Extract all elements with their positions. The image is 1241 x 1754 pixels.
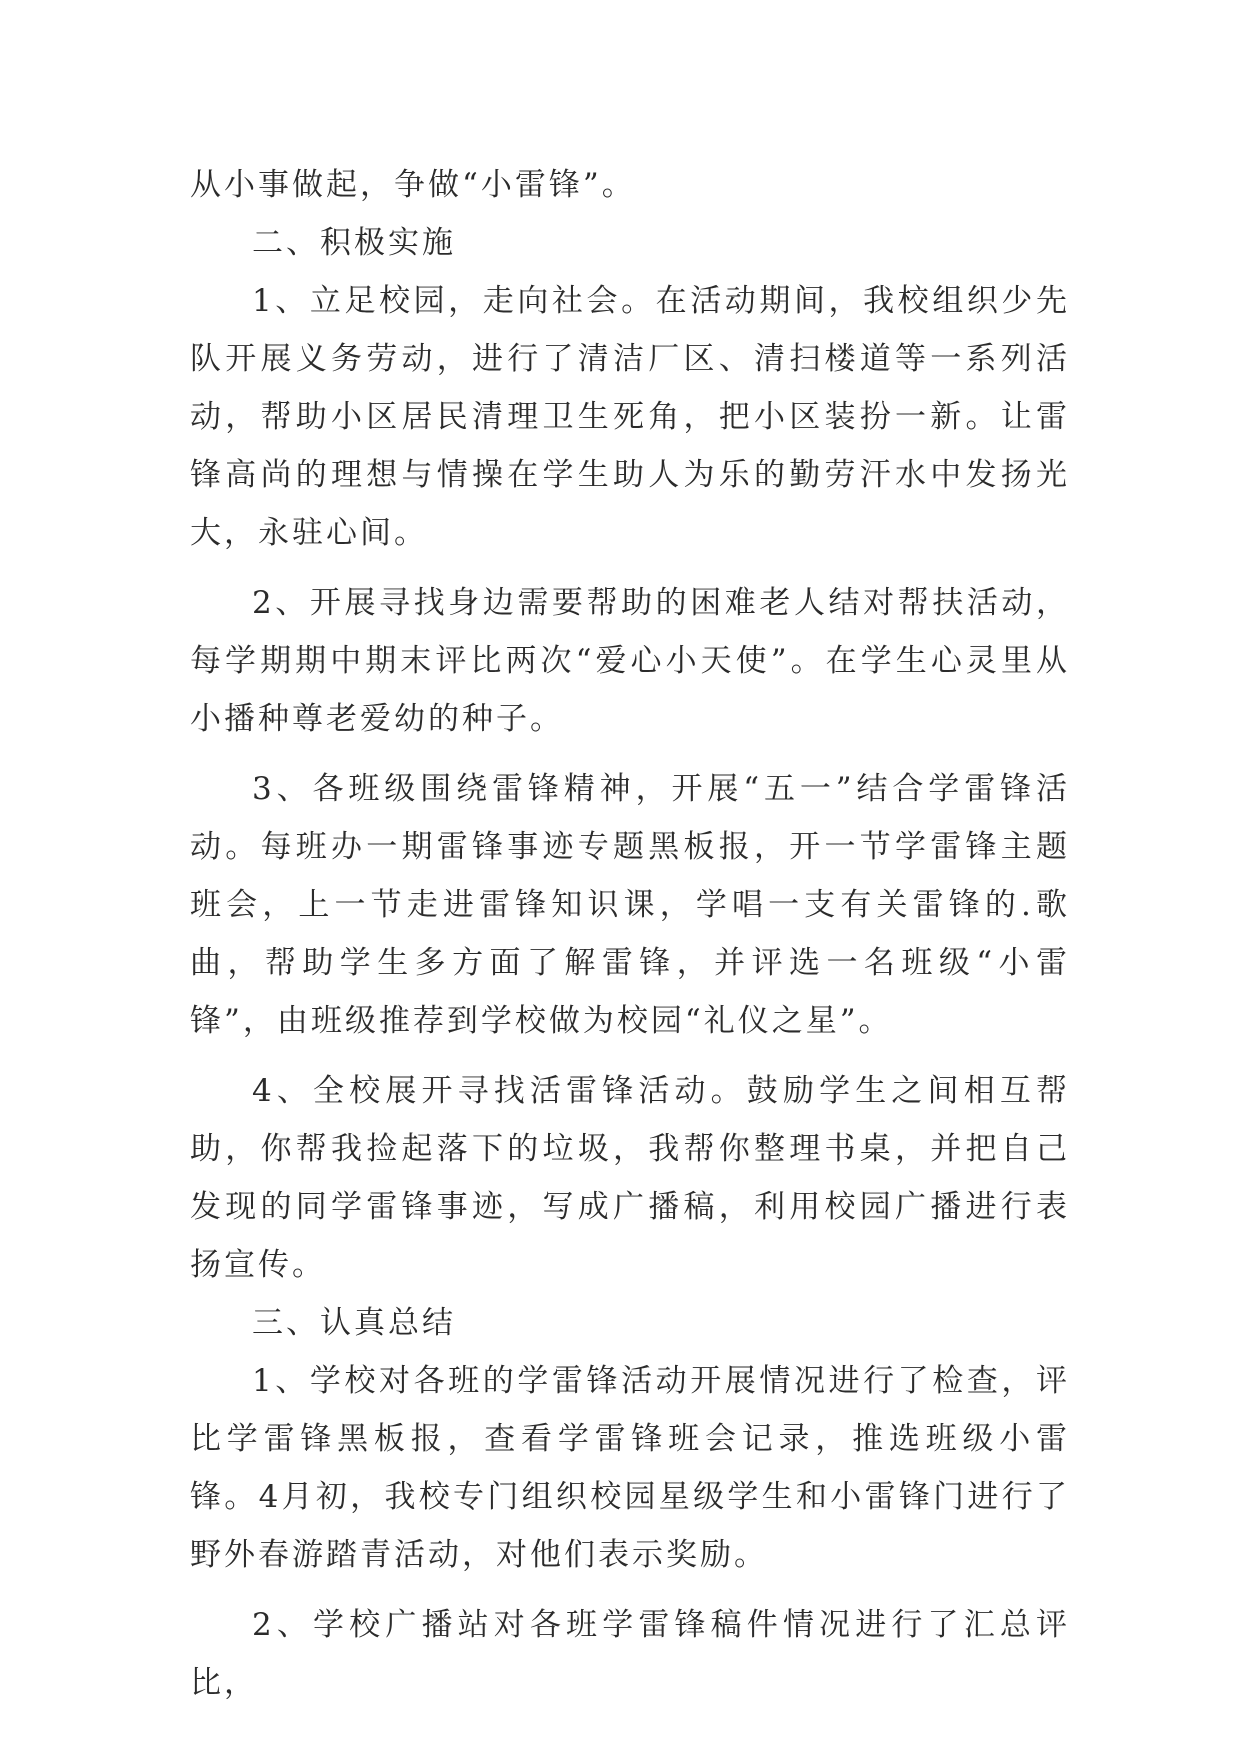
paragraph-continuation: 从小事做起，争做“小雷锋”。 [190, 167, 636, 203]
paragraph-item-4: 4、全校展开寻找活雷锋活动。鼓励学生之间相互帮助，你帮我捡起落下的垃圾，我帮你整理书桌，并把自己发现的同学雷锋事迹，写成广播稿，利用校园广播进行表扬宣传。 [190, 1073, 1070, 1283]
paragraph-item-3: 3、各班级围绕雷锋精神，开展“五一”结合学雷锋活动。每班办一期雷锋事迹专题黑板报，开一节学雷锋主题班会，上一节走进雷锋知识课，学唱一支有关雷锋的.歌曲，帮助学生多方面了解雷锋，并评选一名班级“小雷锋”，由班级推荐到学校做为校园“礼仪之星”。 [190, 771, 1070, 1039]
section-heading-summary: 三、认真总结 [252, 1305, 456, 1341]
paragraph-item-2: 2、开展寻找身边需要帮助的困难老人结对帮扶活动，每学期期中期末评比两次“爱心小天使”。在学生心灵里从小播种尊老爱幼的种子。 [190, 585, 1070, 737]
document-body [190, 156, 1070, 1712]
section-heading-implementation: 二、积极实施 [252, 225, 456, 261]
paragraph-item-1: 1、立足校园，走向社会。在活动期间，我校组织少先队开展义务劳动，进行了清洁厂区、清扫楼道等一系列活动，帮助小区居民清理卫生死角，把小区装扮一新。让雷锋高尚的理想与情操在学生助人为乐的勤劳汗水中发扬光大，永驻心间。 [190, 283, 1070, 551]
paragraph-summary-1: 1、学校对各班的学雷锋活动开展情况进行了检查，评比学雷锋黑板报，查看学雷锋班会记录，推选班级小雷锋。4月初，我校专门组织校园星级学生和小雷锋门进行了野外春游踏青活动，对他们表示奖励。 [190, 1363, 1070, 1573]
paragraph-summary-2: 2、学校广播站对各班学雷锋稿件情况进行了汇总评比， [190, 1607, 1070, 1701]
